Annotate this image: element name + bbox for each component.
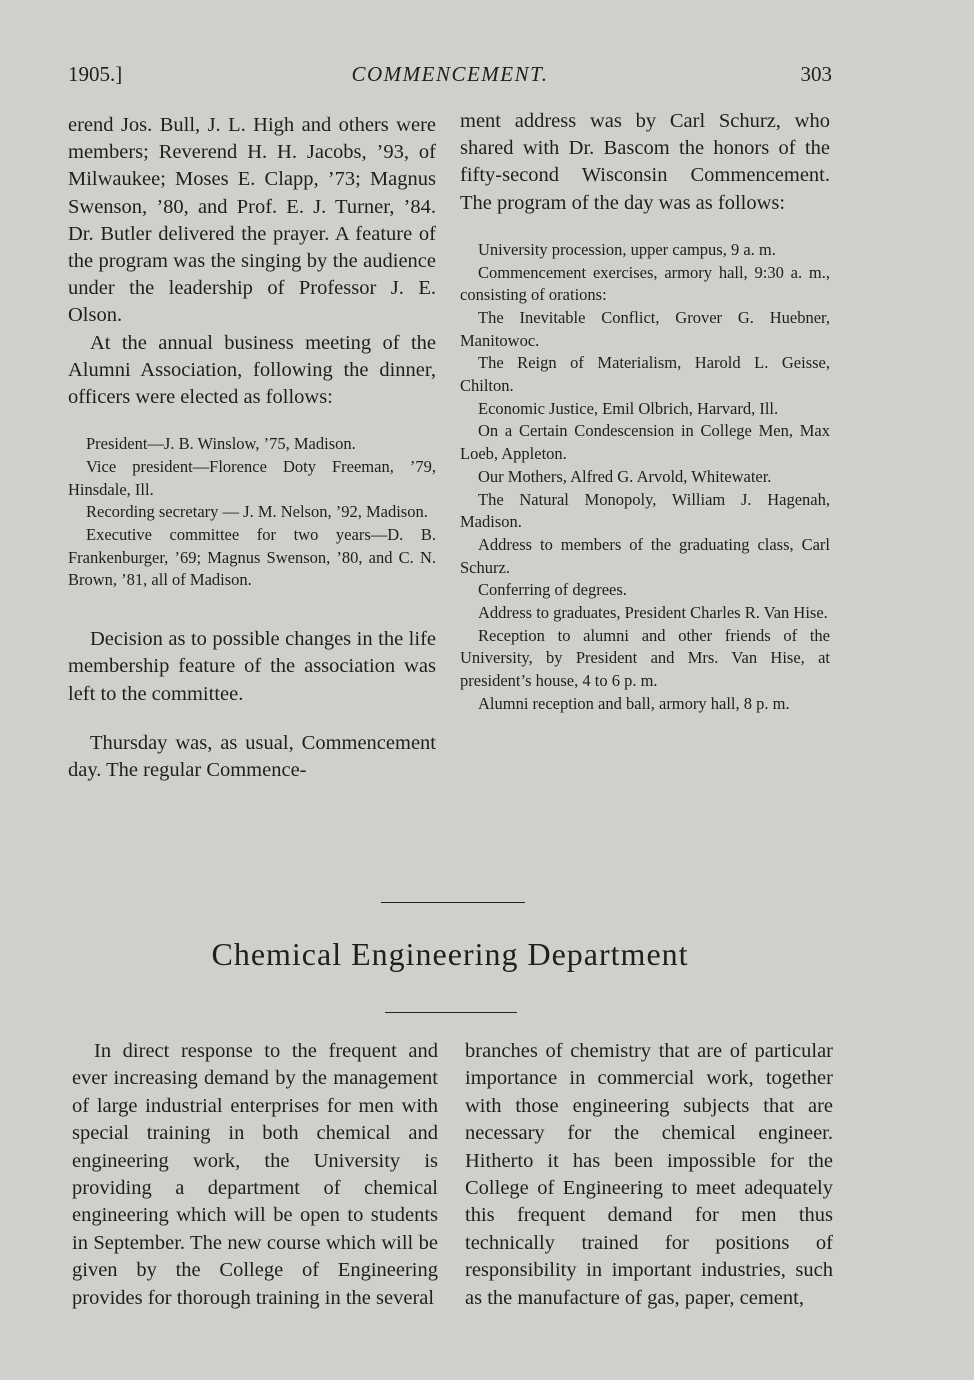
right-column [460, 108, 830, 716]
page-number: 303 [800, 62, 832, 86]
paragraph: At the annual business meeting of the Alumni Association, following the dinner, officers were elected as follows: [68, 331, 436, 409]
program-item: Address to graduates, President Charles R. Van Hise. [478, 603, 828, 623]
running-header [68, 62, 832, 92]
paragraph: In direct response to the frequent and ever increasing demand by the management of large industrial enterprises for men with special training in both chemical and engineering work, the University is providing a department of chemical engineering which will be open to students in September. The new course which will be given by the College of Engineering provides for thorough training in the several [72, 1040, 438, 1309]
program-item: The Inevitable Conflict, Grover G. Huebner, Manitowoc. [460, 307, 830, 350]
paragraph: Thursday was, as usual, Commencement day. The regular Commence- [68, 731, 436, 781]
program-item: On a Certain Condescension in College Men, Max Loeb, Appleton. [460, 421, 830, 464]
section-right-column [465, 1038, 833, 1312]
header-title: COMMENCEMENT. [351, 62, 549, 86]
program-list [460, 239, 830, 716]
divider-rule [381, 902, 525, 903]
program-item: Our Mothers, Alfred G. Arvold, Whitewater. [478, 466, 772, 486]
program-item: Address to members of the graduating class, Carl Schurz. [460, 534, 830, 577]
program-item: Economic Justice, Emil Olbrich, Harvard, Ill. [478, 398, 779, 418]
program-item: Alumni reception and ball, armory hall, 8 p. m. [478, 693, 790, 713]
section-left-column [72, 1038, 438, 1312]
left-column [68, 112, 436, 784]
officers-list [68, 433, 436, 592]
paragraph: branches of chemistry that are of particular importance in commercial work, together with those engineering subjects that are necessary for the chemical engineer. Hitherto it has been impossible for the College of Engineering to meet adequately this frequent demand for men thus technically trained for positions of responsibility in important industries, such as the manufacture of gas, paper, cement, [465, 1040, 833, 1309]
program-item: The Natural Monopoly, William J. Hagenah, Madison. [460, 489, 830, 532]
program-item: The Reign of Materialism, Harold L. Geisse, Chilton. [460, 353, 830, 396]
program-item: Commencement exercises, armory hall, 9:30 a. m., consisting of orations: [460, 262, 830, 305]
officer-entry: President—J. B. Winslow, ’75, Madison. [86, 434, 356, 454]
paragraph: ment address was by Carl Schurz, who shared with Dr. Bascom the honors of the fifty-second Wisconsin Commencement. The program of the day was as follows: [460, 110, 830, 214]
divider-rule [385, 1012, 517, 1013]
program-item: Reception to alumni and other friends of the University, by President and Mrs. Van Hise, at president’s house, 4 to 6 p. m. [460, 625, 830, 691]
section-heading: Chemical Engineering Department [211, 936, 689, 972]
program-item: University procession, upper campus, 9 a. m. [478, 239, 776, 259]
program-item: Conferring of degrees. [478, 580, 627, 600]
paragraph: erend Jos. Bull, J. L. High and others were members; Reverend H. H. Jacobs, ’93, of Milwaukee; Moses E. Clapp, ’73; Magnus Swenson, ’80, and Prof. E. J. Turner, ’84. Dr. Butler delivered the prayer. A feature of the program was the singing by the audience under the leadership of Professor J. E. Olson. [68, 114, 436, 327]
officer-entry: Vice president—Florence Doty Freeman, ’79, Hinsdale, Ill. [68, 456, 436, 499]
paragraph: Decision as to possible changes in the life membership feature of the association was left to the committee. [68, 628, 436, 705]
officer-entry: Recording secretary — J. M. Nelson, ’92, Madison. [86, 502, 428, 522]
header-year: 1905.] [68, 62, 123, 86]
officer-entry: Executive committee for two years—D. B. Frankenburger, ’69; Magnus Swenson, ’80, and C. N. Brown, ’81, all of Madison. [68, 525, 436, 590]
